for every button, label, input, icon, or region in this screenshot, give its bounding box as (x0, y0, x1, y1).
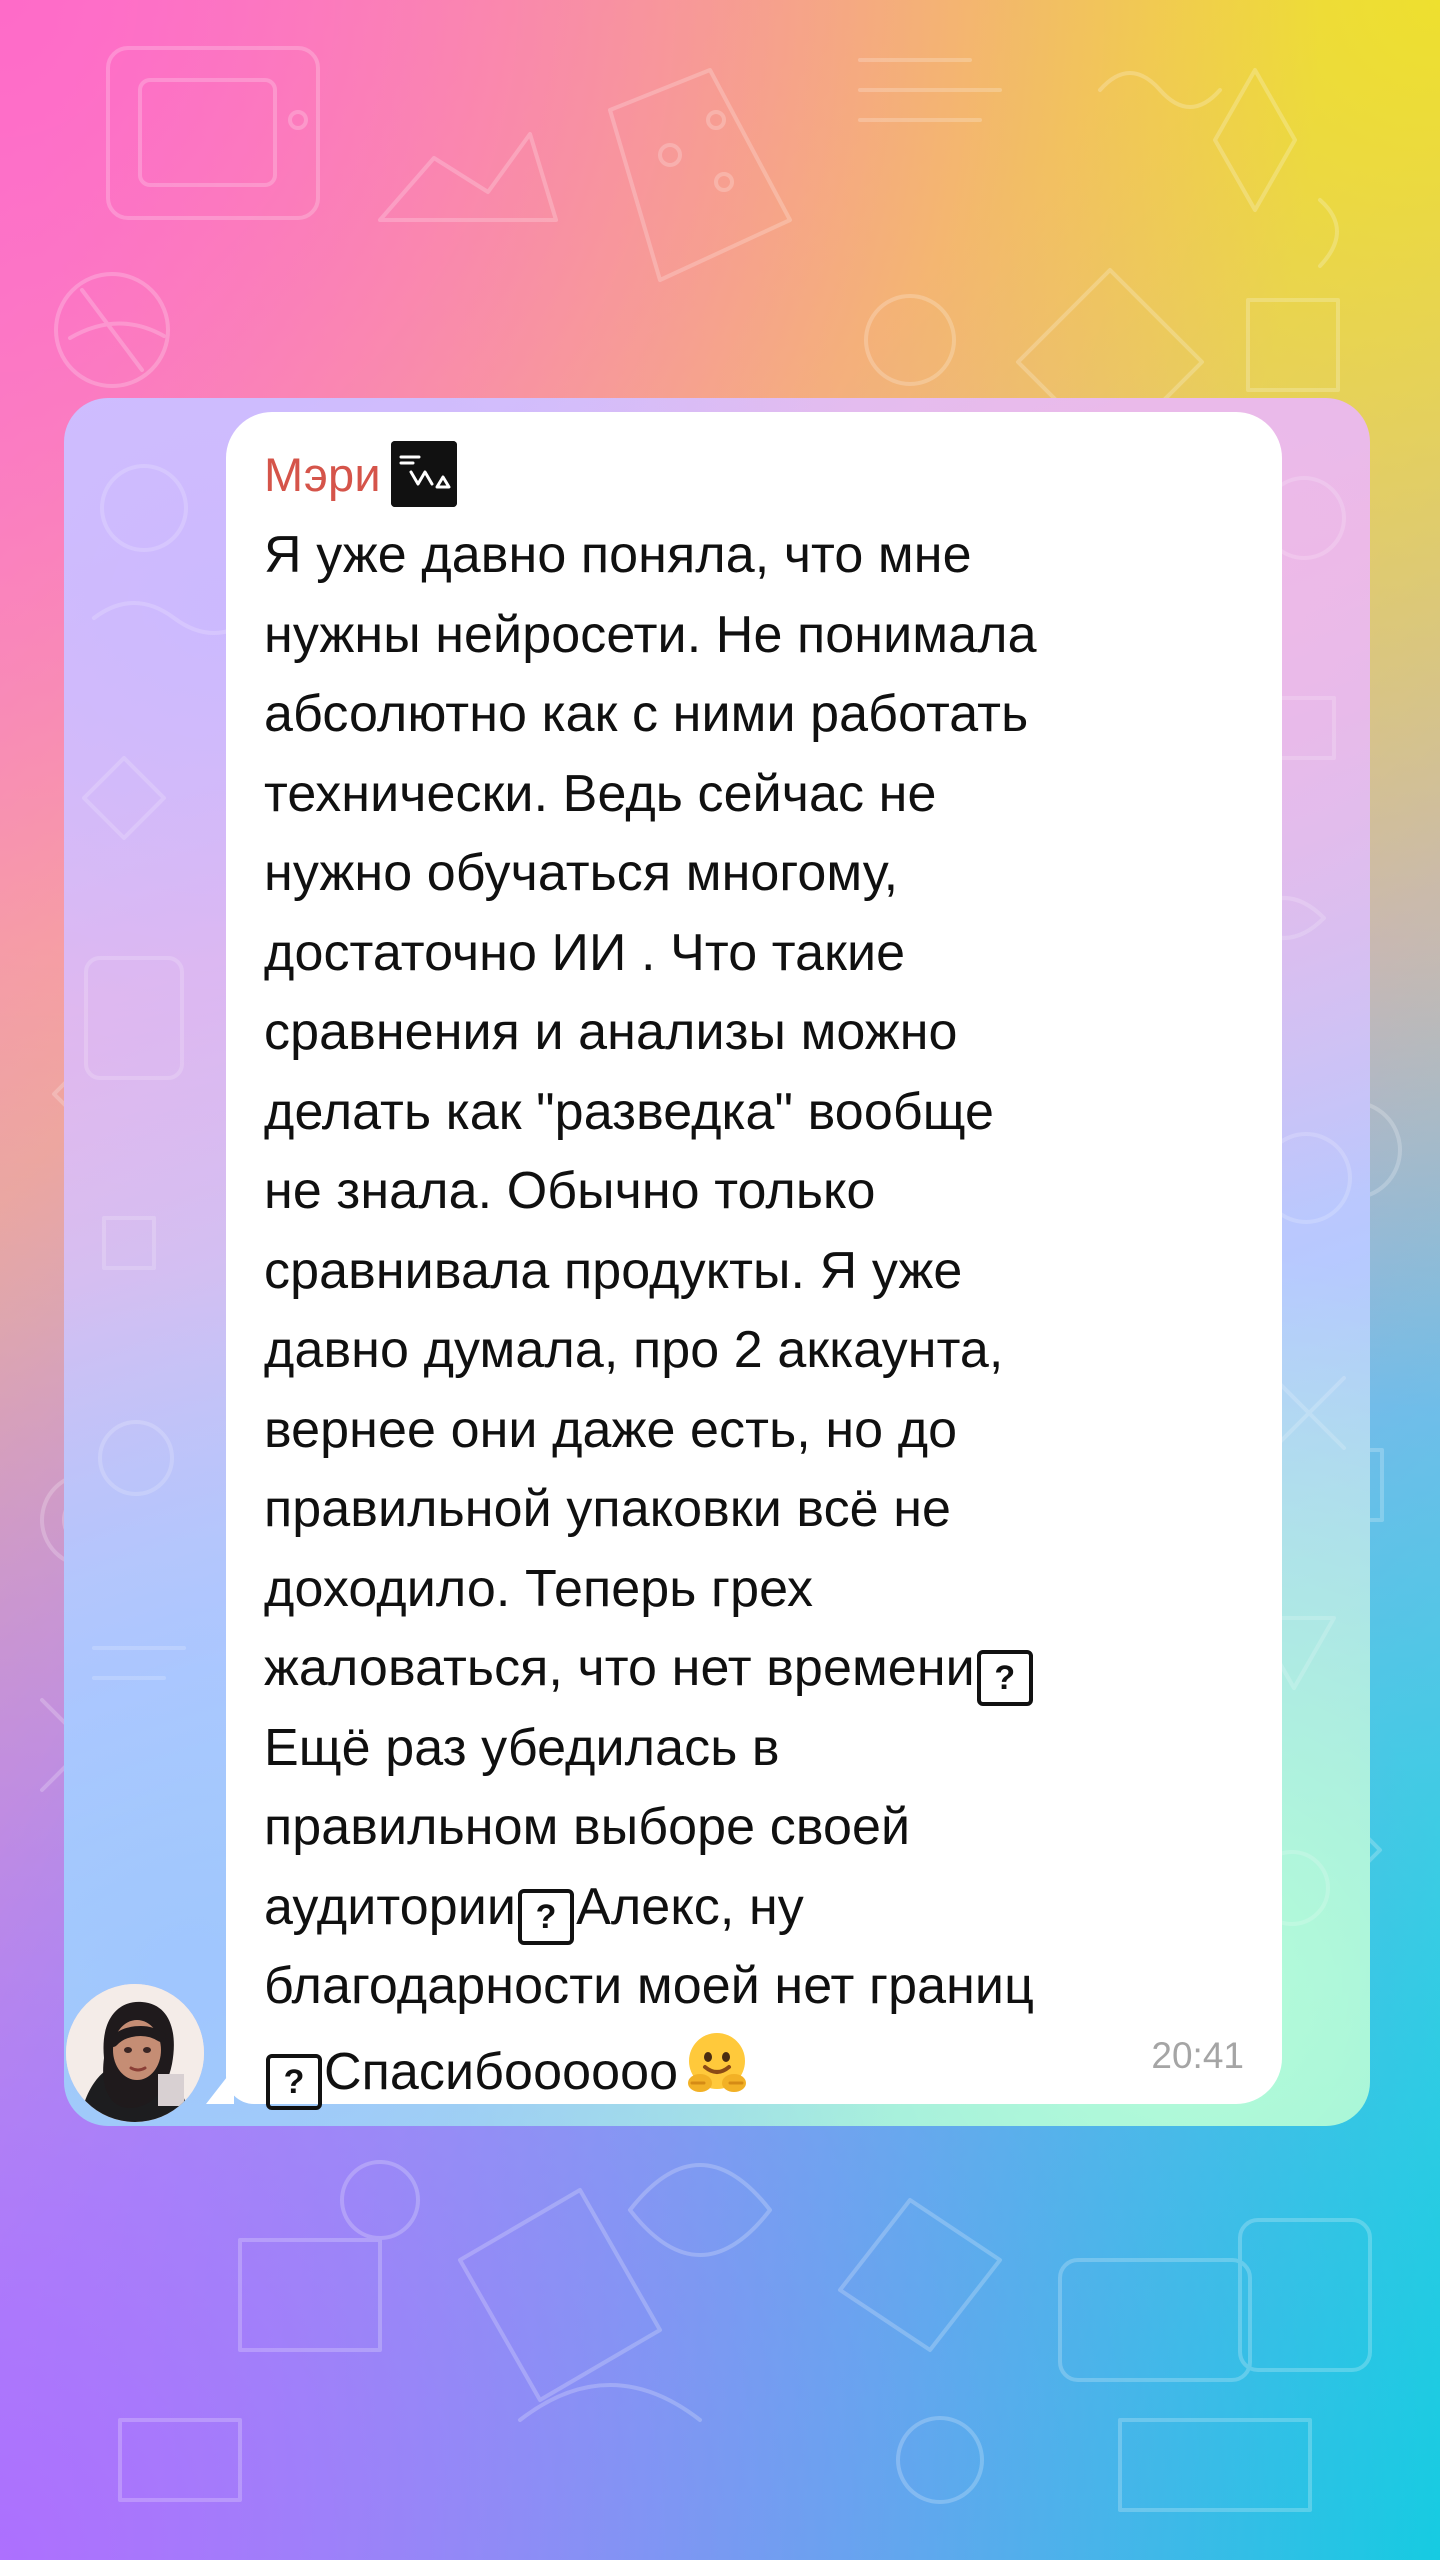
message-line: делать как "разведка" вообще (264, 1082, 995, 1141)
message-segment: Спасибоооооо (324, 2042, 679, 2101)
message-line: Я уже давно поняла, что мне (264, 526, 972, 584)
message-line: сравнения и анализы можно (264, 1003, 958, 1061)
message-line: технически. Ведь сейчас не (264, 764, 937, 823)
message-line-with-symbol (264, 1868, 1232, 1948)
waveform-badge-icon (391, 441, 457, 507)
placeholder-symbol-icon: ? (518, 1889, 574, 1945)
message-line: достаточно ИИ . Что такие (264, 923, 906, 982)
message-bubble (226, 412, 1282, 2104)
message-line: сравнивала продукты. Я уже (264, 1241, 963, 1300)
chat-message-card (64, 398, 1370, 2126)
message-line: абсолютно как с ними работать (264, 685, 1029, 743)
message-header (264, 438, 1240, 510)
message-line: правильной упаковки всё не (264, 1480, 952, 1538)
message-segment: аудитории (264, 1877, 517, 1936)
message-line: давно думала, про 2 аккаунта, (264, 1321, 1004, 1379)
sender-name[interactable]: Мэри (264, 447, 381, 501)
message-segment: Алекс, ну (576, 1877, 804, 1936)
message-line: нужны нейросети. Не понимала (264, 605, 1037, 664)
avatar[interactable] (66, 1984, 204, 2122)
message-text (264, 516, 1240, 2112)
message-line: вернее они даже есть, но до (264, 1400, 958, 1459)
avatar-image (66, 1984, 204, 2122)
message-line-with-symbol (264, 1629, 1232, 1709)
message-line-with-emoji (264, 2027, 1232, 2113)
message-timestamp: 20:41 (1151, 2035, 1244, 2076)
message-segment: жаловаться, что нет времени (264, 1639, 975, 1697)
placeholder-symbol-icon: ? (977, 1650, 1033, 1706)
message-line: благодарности моей нет границ (264, 1957, 1034, 2015)
hugging-face-emoji-icon (680, 2027, 754, 2101)
message-line: нужно обучаться многому, (264, 844, 899, 902)
message-line: Ещё раз убедилась в (264, 1718, 780, 1777)
message-line: доходило. Теперь грех (264, 1559, 814, 1618)
message-line: правильном выборе своей (264, 1798, 911, 1856)
placeholder-symbol-icon: ? (266, 2054, 322, 2110)
message-line: не знала. Обычно только (264, 1162, 876, 1220)
